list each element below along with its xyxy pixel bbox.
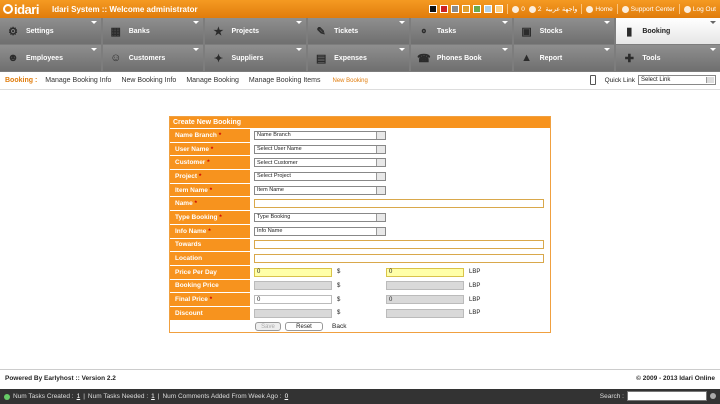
menu-item-label: Tickets [334, 27, 359, 35]
quick-link-label: Quick Link [604, 76, 635, 84]
search-icon[interactable] [710, 393, 716, 399]
location-input[interactable] [254, 254, 544, 263]
menu-row-1 [0, 18, 720, 45]
menu-item-banks[interactable] [103, 18, 204, 44]
dropdown-arrow-icon[interactable] [193, 21, 199, 24]
required-marker: * [208, 145, 214, 153]
menu-item-label: Tasks [436, 27, 457, 35]
truck-icon: ▣ [521, 25, 532, 38]
currency-lbp-label: LBP [469, 296, 481, 303]
field-label: Project * [170, 170, 250, 183]
menu-item-tickets[interactable] [308, 18, 409, 44]
submenu-link-manage-booking[interactable]: Manage Booking [186, 77, 239, 84]
phone-book-icon: ☎ [417, 52, 431, 65]
status-tasks-needed: Num Tasks Needed : [87, 393, 149, 400]
price-per-day-usd-input[interactable]: 0 [254, 268, 332, 277]
field-label: Customer * [170, 156, 250, 169]
menu-item-label: Report [539, 54, 563, 62]
menu-item-customers[interactable] [103, 45, 204, 71]
project-select[interactable]: Select Project [254, 172, 386, 181]
menu-item-label: Employees [26, 54, 63, 62]
tools-icon: ✚ [624, 52, 634, 65]
towards-input[interactable] [254, 240, 544, 249]
footer-copyright: © 2009 - 2013 Idari Online [636, 375, 715, 382]
menu-item-phones-book[interactable] [411, 45, 512, 71]
menu-item-settings[interactable] [0, 18, 101, 44]
form-row-customer [170, 155, 550, 169]
currency-lbp-label: LBP [469, 269, 481, 276]
form-row-name-branch [170, 128, 550, 142]
form-row-price-per-day [170, 265, 550, 279]
home-link[interactable]: Home [586, 6, 612, 13]
divider [617, 4, 618, 14]
briefcase-icon: ▤ [315, 52, 327, 65]
form-row-discount [170, 306, 550, 320]
menu-item-projects[interactable] [205, 18, 306, 44]
quick-link-select[interactable]: Select Link [638, 75, 716, 85]
final-price-usd-input[interactable]: 0 [254, 295, 332, 304]
submenu-label: Booking : [5, 77, 38, 84]
support-link[interactable]: Support Center [622, 6, 675, 13]
menu-item-label: Stocks [539, 27, 563, 35]
theme-swatch[interactable] [440, 5, 448, 13]
menu-item-label: Banks [128, 27, 150, 35]
tasks-icon: ⚬ [419, 25, 429, 38]
booking-price-lbp-input[interactable] [386, 281, 464, 290]
field-label: Info Name * [170, 225, 250, 238]
menu-item-employees[interactable] [0, 45, 101, 71]
status-tasks-needed-count[interactable]: 1 [151, 393, 155, 400]
name-branch-select[interactable]: Name Branch [254, 131, 386, 140]
form-row-final-price [170, 292, 550, 306]
divider [581, 4, 582, 14]
menu-item-label: Projects [231, 27, 260, 35]
status-bar: Num Tasks Created : 1 | Num Tasks Needed : 1 | Num Comments Added From Week Ago : 0 Search : [0, 389, 720, 404]
tasks-link[interactable]: 2 [529, 6, 542, 13]
footer [0, 369, 720, 387]
menu-item-booking[interactable] [616, 18, 720, 44]
save-button[interactable]: Save [255, 322, 281, 331]
status-tasks-created-count[interactable]: 1 [76, 393, 81, 400]
ticket-icon: ✎ [316, 25, 326, 38]
form-row-booking-price [170, 279, 550, 293]
menu-item-label: Suppliers [231, 54, 264, 62]
wrench-icon: ⚙ [8, 25, 18, 38]
book-icon: ▮ [626, 25, 633, 38]
form-row-type-booking [170, 210, 550, 224]
dropdown-arrow-icon[interactable] [399, 48, 405, 51]
quick-link [590, 75, 716, 85]
required-marker: * [207, 296, 213, 304]
menu-item-expenses[interactable] [308, 45, 409, 71]
menu-item-stocks[interactable] [514, 18, 615, 44]
search-input[interactable] [627, 391, 707, 401]
submenu-link-manage-booking-info[interactable]: Manage Booking Info [45, 77, 112, 84]
bank-icon: ▦ [110, 25, 121, 38]
info-name-select[interactable]: Info Name [254, 227, 386, 236]
menu-item-label: Tools [642, 54, 661, 62]
field-label: Final Price * [170, 293, 250, 306]
required-marker: * [207, 186, 213, 194]
currency-usd-label: $ [337, 296, 341, 303]
reset-button[interactable]: Reset [285, 322, 323, 331]
field-label: Name Branch * [170, 129, 250, 142]
top-right-tools [429, 0, 716, 18]
footer-powered-by: Powered By Earlyhost :: Version 2.2 [5, 375, 116, 382]
field-label: Booking Price [170, 280, 250, 293]
field-label: User Name * [170, 143, 250, 156]
required-marker: * [217, 213, 222, 221]
required-marker: * [206, 227, 211, 235]
language-link[interactable]: واجهة عربية [545, 6, 578, 13]
discount-lbp-input[interactable] [386, 309, 464, 318]
form-rows [170, 128, 550, 320]
mail-icon [512, 6, 519, 13]
booking-price-usd-input[interactable] [254, 281, 332, 290]
dropdown-arrow-icon[interactable] [502, 21, 508, 24]
price-per-day-lbp-input[interactable]: 0 [386, 268, 464, 277]
back-link[interactable]: Back [332, 323, 347, 331]
employees-icon: ☻ [7, 52, 19, 64]
menu-item-tools[interactable] [616, 45, 720, 71]
divider [679, 4, 680, 14]
form-row-towards [170, 238, 550, 252]
dropdown-arrow-icon[interactable] [193, 48, 199, 51]
submenu-link-new-booking-info[interactable]: New Booking Info [121, 77, 177, 84]
currency-usd-label: $ [337, 282, 341, 289]
create-booking-form [169, 116, 551, 333]
menu-item-tasks[interactable] [411, 18, 512, 44]
menu-item-label: Booking [642, 27, 671, 35]
menu-item-label: Phones Book [436, 54, 482, 62]
status-comments-count[interactable]: 0 [284, 393, 289, 400]
home-icon [586, 6, 593, 13]
customers-icon: ☺ [110, 52, 122, 64]
dropdown-arrow-icon[interactable] [296, 21, 302, 24]
field-label: Type Booking * [170, 211, 250, 224]
name-input[interactable] [254, 199, 544, 208]
menu-item-report[interactable] [514, 45, 615, 71]
submenu-link-new-booking[interactable]: New Booking [332, 77, 368, 84]
theme-swatch[interactable] [495, 5, 503, 13]
status-tasks-created: Num Tasks Created : [13, 393, 74, 400]
dropdown-arrow-icon[interactable] [710, 21, 716, 24]
required-marker: * [192, 200, 198, 208]
form-row-location [170, 251, 550, 265]
required-marker: * [216, 131, 222, 139]
logout-icon [684, 6, 691, 13]
field-label: Price Per Day [170, 266, 250, 279]
customer-select[interactable]: Select Customer [254, 158, 386, 167]
booking-submenu [0, 72, 720, 90]
top-bar [0, 0, 720, 18]
dropdown-arrow-icon[interactable] [604, 48, 610, 51]
search-label: Search : [599, 392, 624, 400]
final-price-lbp-input[interactable]: 0 [386, 295, 464, 304]
field-label: Towards [170, 239, 250, 252]
theme-swatch[interactable] [451, 5, 459, 13]
field-label: Item Name * [170, 184, 250, 197]
dropdown-arrow-icon[interactable] [604, 21, 610, 24]
menu-item-suppliers[interactable] [205, 45, 306, 71]
form-row-project [170, 169, 550, 183]
currency-usd-label: $ [337, 310, 341, 317]
discount-usd-input[interactable] [254, 309, 332, 318]
dropdown-arrow-icon[interactable] [399, 21, 405, 24]
menu-item-label: Settings [26, 27, 54, 35]
status-search [600, 391, 716, 401]
theme-swatch[interactable] [462, 5, 470, 13]
item-name-select[interactable]: Item Name [254, 186, 386, 195]
menu-item-label: Expenses [334, 54, 367, 62]
form-row-user-name [170, 142, 550, 156]
theme-swatches [429, 5, 503, 13]
status-comments: Num Comments Added From Week Ago : [162, 393, 282, 400]
form-row-name [170, 196, 550, 210]
required-marker: * [205, 159, 210, 167]
theme-swatch[interactable] [484, 5, 492, 13]
divider [507, 4, 508, 14]
tasks-icon [529, 6, 536, 13]
form-title: Create New Booking [170, 117, 550, 128]
field-label: Discount [170, 307, 250, 320]
main-menu [0, 18, 720, 72]
field-label: Location [170, 252, 250, 265]
theme-swatch[interactable] [473, 5, 481, 13]
dropdown-arrow-icon[interactable] [296, 48, 302, 51]
menu-item-label: Customers [128, 54, 166, 62]
theme-swatch[interactable] [429, 5, 437, 13]
currency-lbp-label: LBP [469, 310, 481, 317]
type-booking-select[interactable]: Type Booking [254, 213, 386, 222]
chart-icon: ▲ [521, 52, 533, 64]
form-actions [170, 320, 550, 334]
logout-link[interactable]: Log Out [684, 6, 716, 13]
star-icon: ★ [213, 25, 224, 38]
submenu-link-manage-booking-items[interactable]: Manage Booking Items [248, 77, 321, 84]
currency-lbp-label: LBP [469, 282, 481, 289]
user-name-select[interactable]: Select User Name [254, 145, 386, 154]
dropdown-arrow-icon[interactable] [91, 21, 97, 24]
suppliers-icon: ✦ [213, 52, 224, 65]
form-row-info-name [170, 224, 550, 238]
support-icon [622, 6, 629, 13]
dropdown-arrow-icon[interactable] [710, 48, 716, 51]
menu-row-2 [0, 45, 720, 72]
dropdown-arrow-icon[interactable] [91, 48, 97, 51]
currency-usd-label: $ [337, 269, 341, 276]
required-marker: * [197, 172, 202, 180]
online-icon [4, 394, 10, 400]
page-title: Idari System :: Welcome administrator [52, 4, 198, 14]
phone-icon [590, 75, 596, 85]
field-label: Name * [170, 197, 250, 210]
mail-link[interactable]: 0 [512, 6, 525, 13]
form-row-item-name [170, 183, 550, 197]
idari-logo[interactable]: idari [0, 0, 44, 18]
dropdown-arrow-icon[interactable] [502, 48, 508, 51]
